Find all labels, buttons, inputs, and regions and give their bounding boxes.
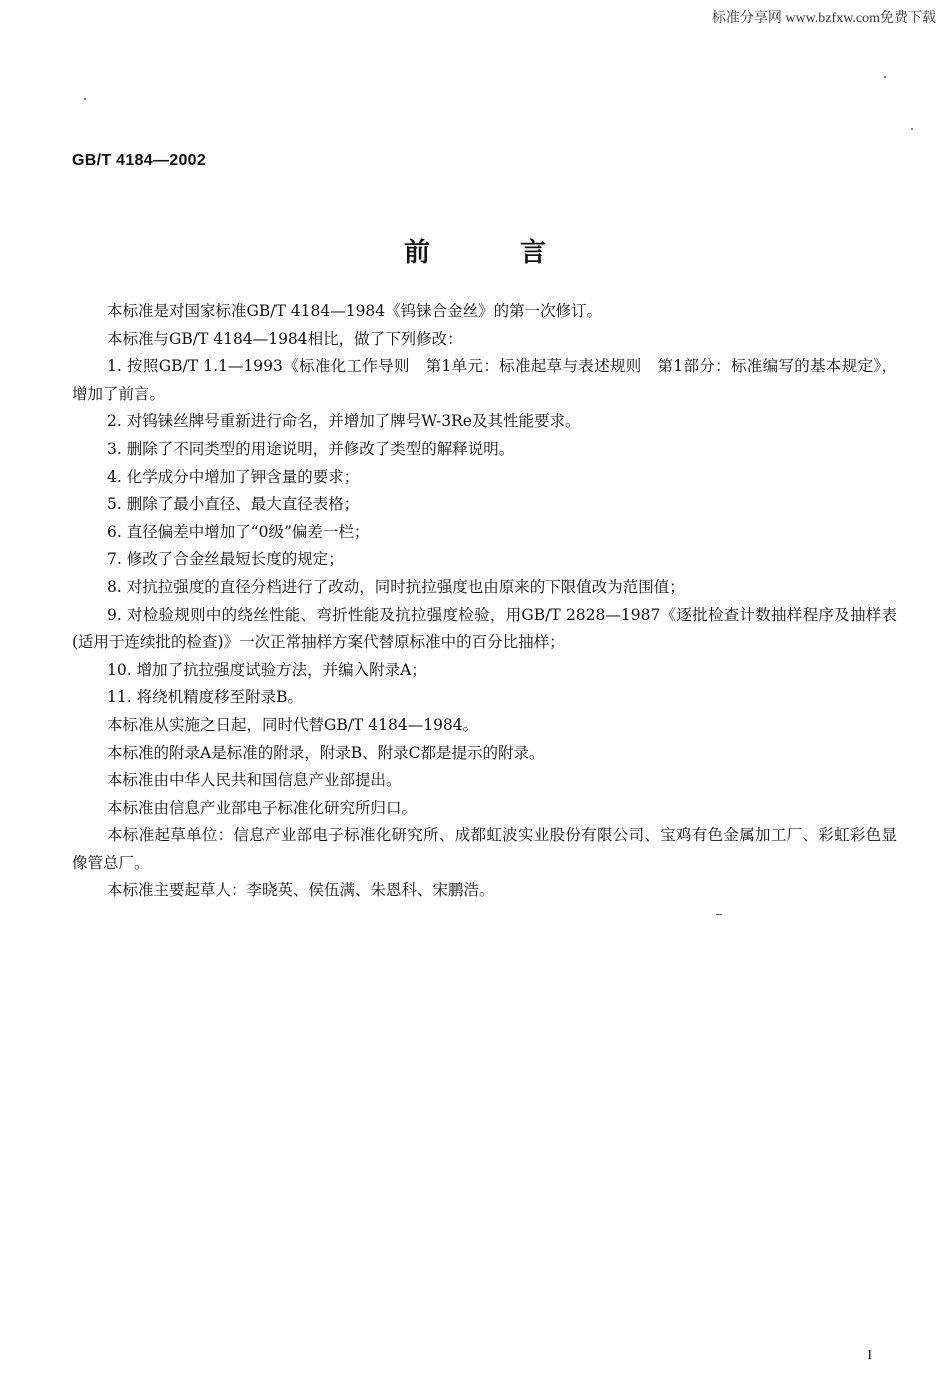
scan-speck [911,128,913,130]
list-item: 7. 修改了合金丝最短长度的规定； [107,550,344,569]
paragraph: 本标准从实施之日起，同时代替GB/T 4184—1984。 [107,715,479,734]
list-item: 2. 对钨铼丝牌号重新进行命名，并增加了牌号W-3Re及其性能要求。 [107,412,581,431]
site-watermark: 标准分享网 www.bzfxw.com免费下载 [711,11,936,26]
paragraph: 本标准与GB/T 4184—1984相比，做了下列修改： [107,329,463,348]
standard-number: GB/T 4184—2002 [72,152,207,169]
paragraph: 本标准主要起草人：李晓英、侯伍满、朱恩科、宋鹏浩。 [107,881,495,900]
list-item: 6. 直径偏差中增加了“0级”偏差一栏； [107,522,370,541]
list-item: 8. 对抗拉强度的直径分档进行了改动，同时抗拉强度也由原来的下限值改为范围值； [107,577,685,596]
paragraph: 本标准的附录A是标准的附录，附录B、附录C都是提示的附录。 [107,743,545,762]
paragraph: 本标准是对国家标准GB/T 4184—1984《钨铼合金丝》的第一次修订。 [107,302,603,320]
list-item: 3. 删除了不同类型的用途说明，并修改了类型的解释说明。 [107,439,515,458]
list-item: 4. 化学成分中增加了钾含量的要求； [107,467,360,486]
scan-speck [84,98,86,100]
paragraph: 本标准由信息产业部电子标准化研究所归口。 [107,798,418,817]
page-title: 前言 [403,238,636,268]
scan-speck [884,76,886,78]
paragraph: 本标准起草单位：信息产业部电子标准化研究所、成都虹波实业股份有限公司、宝鸡有色金属加工厂、彩虹彩色显像管总厂。 [72,826,897,872]
page-number: I [867,1348,872,1363]
list-item: 10. 增加了抗拉强度试验方法，并编入附录A； [107,660,427,679]
foreword-body [72,298,897,905]
list-item: 5. 删除了最小直径、最大直径表格； [107,495,360,514]
scan-mark [716,914,722,915]
list-item: 1. 按照GB/T 1.1—1993《标准化工作导则 第1单元：标准起草与表述规则 第1部分：标准编写的基本规定》，增加了前言。 [72,357,897,403]
paragraph: 本标准由中华人民共和国信息产业部提出。 [107,771,402,790]
list-item: 9. 对检验规则中的绕丝性能、弯折性能及抗拉强度检验，用GB/T 2828—1987《逐批检查计数抽样程序及抽样表(适用于连续批的检查)》一次正常抽样方案代替原标准中的百分比抽样； [72,605,897,652]
list-item: 11. 将绕机精度移至附录B。 [107,688,303,707]
